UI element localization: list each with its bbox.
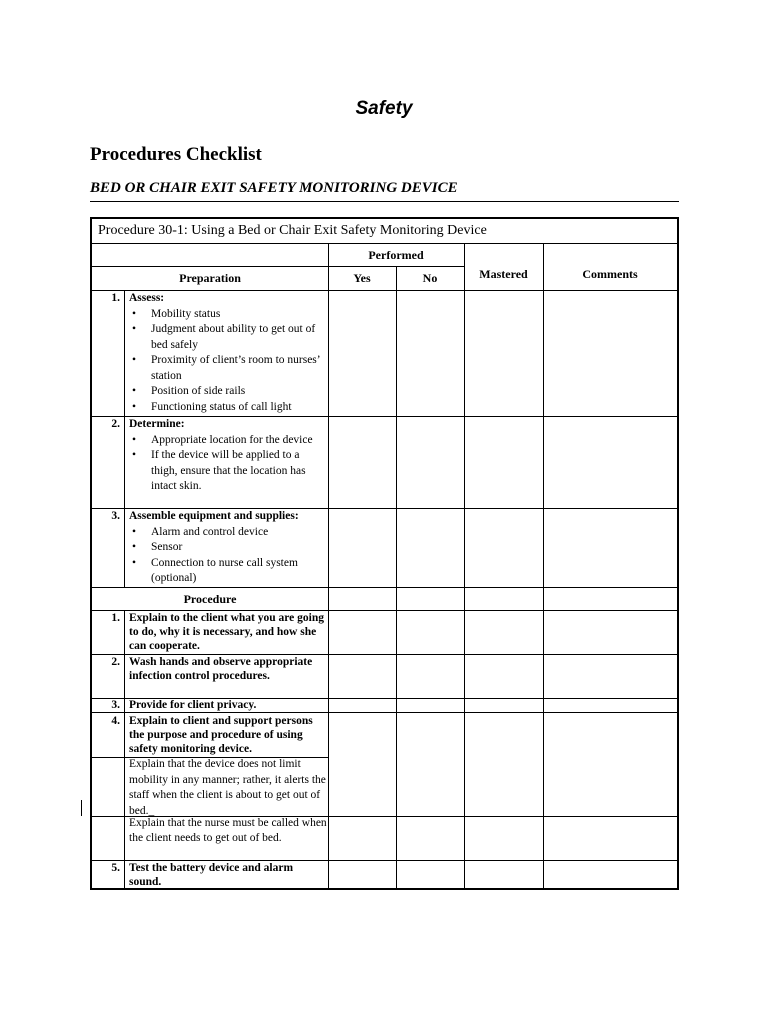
procedure-step: Explain to the client what you are going to do, why it is necessary, and how she can cooperate. xyxy=(129,612,324,652)
row-divider xyxy=(92,243,677,244)
comments-header: Comments xyxy=(582,267,638,281)
row-number: 2. xyxy=(111,418,120,430)
col-divider xyxy=(328,243,329,890)
row-number: 3. xyxy=(111,699,120,711)
row-number: 1. xyxy=(111,612,120,624)
list-item: • Connection to nurse call system (optional) xyxy=(129,556,327,587)
list-item: • Sensor xyxy=(129,540,327,556)
procedure-substep: Explain that the device does not limit mobility in any manner; rather, it alerts the staff when the client is about to get out of bed._ xyxy=(129,758,326,817)
col-divider xyxy=(543,243,544,890)
procedure-step: Provide for client privacy. xyxy=(129,699,257,711)
row-number: 5. xyxy=(111,862,120,874)
list-item: • Position of side rails xyxy=(129,384,327,400)
row-divider xyxy=(92,587,677,588)
heading-rule xyxy=(90,201,679,202)
procedure-header: Procedure xyxy=(183,592,237,606)
procedure-step: Test the battery device and alarm sound. xyxy=(129,862,294,888)
prep-step-assess: Assess: • Mobility status • Judgment about ability to get out of bed safely • Proximity of client’s room to nurses’ station • Position of side rails • Functioning status of call light xyxy=(129,291,327,415)
col-divider xyxy=(396,266,397,890)
row-number: 4. xyxy=(111,715,120,727)
preparation-header: Preparation xyxy=(179,271,241,285)
checklist-heading: Procedures Checklist xyxy=(90,144,262,165)
list-item: • Alarm and control device xyxy=(129,525,327,541)
document-title: Safety xyxy=(355,98,413,119)
procedure-step: Explain to client and support persons the purpose and procedure of using safety monitoring device. xyxy=(129,715,313,755)
num-col-divider xyxy=(124,290,125,587)
header-divider xyxy=(92,266,464,267)
prep-step-determine: Determine: • Appropriate location for the device • If the device will be applied to a thigh, ensure that the location has intact skin. xyxy=(129,417,327,495)
yes-header: Yes xyxy=(353,271,371,285)
list-item: • If the device will be applied to a thigh, ensure that the location has intact skin. xyxy=(129,448,327,495)
checklist-table xyxy=(90,217,679,890)
mastered-header: Mastered xyxy=(479,267,528,281)
row-divider xyxy=(92,712,677,713)
col-divider xyxy=(464,243,465,890)
prep-step-assemble: Assemble equipment and supplies: • Alarm and control device • Sensor • Connection to nurse call system (optional) xyxy=(129,509,327,587)
list-item: • Appropriate location for the device xyxy=(129,433,327,449)
procedure-step: Wash hands and observe appropriate infection control procedures. xyxy=(129,656,313,682)
list-item: • Functioning status of call light xyxy=(129,400,327,416)
procedure-substep: Explain that the nurse must be called when the client needs to get out of bed. xyxy=(129,817,327,844)
performed-header: Performed xyxy=(368,248,424,262)
num-col-divider xyxy=(124,610,125,890)
list-item: • Mobility status xyxy=(129,307,327,323)
row-number: 3. xyxy=(111,510,120,522)
text-cursor xyxy=(81,800,82,816)
device-subheading: BED OR CHAIR EXIT SAFETY MONITORING DEVICE xyxy=(90,180,458,196)
procedure-title: Procedure 30-1: Using a Bed or Chair Exit Safety Monitoring Device xyxy=(98,223,487,238)
row-number: 2. xyxy=(111,656,120,668)
list-item: • Judgment about ability to get out of bed safely xyxy=(129,322,327,353)
no-header: No xyxy=(422,271,438,285)
row-number: 1. xyxy=(111,292,120,304)
list-item: • Proximity of client’s room to nurses’ station xyxy=(129,353,327,384)
